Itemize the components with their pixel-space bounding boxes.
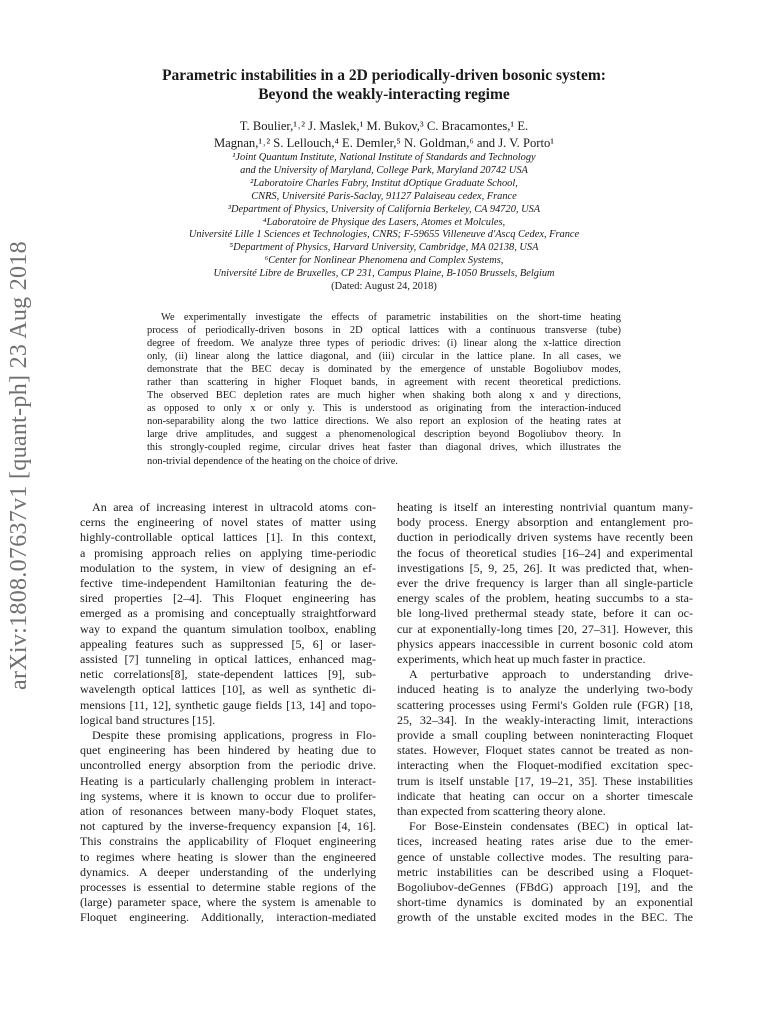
body-line: a promising approach relies on applying time-periodic [80, 545, 376, 560]
title-line: Parametric instabilities in a 2D periodically-driven bosonic system: [162, 67, 606, 84]
author-line: Magnan,¹˒² S. Lellouch,⁴ E. Demler,⁵ N. Goldman,⁶ and J. V. Porto¹ [213, 136, 555, 150]
body-line: ing systems, where it is known to occur due to prolifer- [80, 788, 376, 803]
abstract-line: as opposed to only x or only y. This is understood as originating from the interaction-induced [147, 403, 621, 415]
abstract [147, 311, 621, 468]
body-line: ation of resonances between many-body Floquet states, [80, 804, 376, 819]
author-line: T. Boulier,¹˒² J. Maslek,¹ M. Bukov,³ C. Bracamontes,¹ E. [239, 119, 529, 133]
body-line: induced heating is to analyze the underlying two-body [397, 682, 693, 697]
affiliation-line: ³Department of Physics, University of California Berkeley, CA 94720, USA [227, 203, 541, 215]
body-line: tices, increased heating rates arise due to the emer- [397, 834, 693, 849]
body-line: trum is itself unstable [17, 19–21, 35]. These instabilities [397, 773, 693, 788]
body-line: emerged as a promising and conceptually straightforward [80, 606, 376, 621]
body-line: duction in periodically driven systems have recently been [397, 530, 693, 545]
body-line: cerns the engineering of novel states of matter using [80, 515, 376, 530]
body-line: sired properties [2–4]. This Floquet engineering has [80, 591, 376, 606]
abstract-line: process of periodically-driven bosons in 2D optical lattices with a continuous transverse (tube) [147, 325, 621, 337]
body-line: to regimes where heating is slower than the engineered [80, 849, 376, 864]
body-line: gence of unstable collective modes. The resulting para- [397, 849, 693, 864]
body-line: cur at exponentially-long times [20, 27–31]. However, this [397, 621, 693, 636]
body-line: states. However, Floquet states cannot be treated as non- [397, 743, 693, 758]
affiliation-line: and the University of Maryland, College Park, Maryland 20742 USA [240, 164, 528, 176]
body-line: the focus of theoretical studies [16–24] and experimental [397, 545, 693, 560]
abstract-line: demonstrate that the BEC decay is dominated by the emergence of unstable Bogoliubov modes, [147, 364, 621, 376]
affiliation-line: Université Libre de Bruxelles, CP 231, Campus Plaine, B-1050 Brussels, Belgium [213, 268, 555, 280]
body-line: energy scales of the problem, heating succumbs to a sta- [397, 591, 693, 606]
body-line: not captured by the inverse-frequency expansion [4, 16]. [80, 819, 376, 834]
affiliation-line: CNRS, Université Paris-Saclay, 91127 Palaiseau cedex, France [251, 190, 517, 202]
abstract-line: large drive amplitudes, and suggest a phenomenological description beyond Bogoliubov theory. In [147, 429, 621, 441]
arxiv-identifier: arXiv:1808.07637v1 [quant-ph] 23 Aug 2018 [6, 241, 32, 690]
body-line: ble long-lived prethermal steady state, before it can oc- [397, 606, 693, 621]
body-line: metric instabilities can be described using a Floquet- [397, 864, 693, 879]
body-line: fective time-independent Hamiltonian featuring the de- [80, 576, 376, 591]
body-line: experiments, which heat up much faster in practice. [397, 652, 646, 667]
body-line: Heating is a particularly challenging problem in interact- [80, 773, 376, 788]
abstract-line: non-separability along the two lattice directions. We also report an explosion of the heating rates at [147, 416, 621, 428]
body-line: interacting when the Floquet-modified excitation spec- [397, 758, 693, 773]
abstract-line: rather than scattering in higher Floquet bands, in agreement with recent theoretical predictions. [147, 377, 621, 389]
abstract-line: non-trivial dependence of the heating on the choice of drive. [147, 455, 399, 467]
body-line: Bogoliubov-deGennes (FBdG) approach [19], and the [397, 880, 693, 895]
body-line: (large) parameter space, where the system is amenable to [80, 895, 376, 910]
body-line: highly-controllable optical lattices [1]. In this context, [80, 530, 376, 545]
body-line: netic correlations[8], state-dependent lattices [9], sub- [80, 667, 376, 682]
body-line: quet engineering has been hindered by heating due to [80, 743, 376, 758]
affiliations [80, 152, 688, 294]
affiliation-line: ⁶Center for Nonlinear Phenomena and Complex Systems, [264, 255, 504, 267]
body-line: indicate that heating can occur on a shorter timescale [397, 788, 693, 803]
body-line: Despite these promising applications, progress in Flo- [92, 728, 376, 743]
body-line: than expected from scattering theory alone. [397, 804, 606, 819]
abstract-line: We experimentally investigate the effects of parametric instabilities on the short-time heating [161, 312, 621, 323]
body-line: A perturbative approach to understanding drive- [409, 667, 693, 682]
author-list [100, 118, 668, 152]
body-line: growth of the unstable excited modes in the BEC. The [397, 910, 693, 925]
body-line: ever the drive frequency is larger than all single-particle [397, 576, 693, 591]
body-line: scattering processes using Fermi's Golden rule (FGR) [18, [397, 697, 693, 712]
title-line: Beyond the weakly-interacting regime [258, 86, 510, 103]
body-line: An area of increasing interest in ultracold atoms con- [92, 500, 376, 514]
body-line: body process. Energy absorption and entanglement pro- [397, 515, 693, 530]
body-line: assisted [7] tunneling in optical lattices, enhanced mag- [80, 652, 376, 667]
affiliation-line: Université Lille 1 Sciences et Technologies, CNRS; F-59655 Villeneuve d'Ascq Cedex, France [188, 229, 580, 241]
body-line: heating is itself an interesting nontrivial quantum many- [397, 500, 693, 514]
body-line: investigations [5, 9, 25, 26]. It was predicted that, when- [397, 560, 693, 575]
body-line: logical band structures [15]. [80, 712, 216, 727]
affiliation-line: ⁵Department of Physics, Harvard University, Cambridge, MA 02138, USA [229, 242, 539, 254]
body-line: processes is essential to determine stable regions of the [80, 880, 376, 895]
body-line: modulation to the system, in view of designing an ef- [80, 560, 376, 575]
body-line: physics appears inaccessible in current bosonic cold atom [397, 636, 693, 651]
body-line: way to expand the quantum simulation toolbox, enabling [80, 621, 376, 636]
body-line: For Bose-Einstein condensates (BEC) in optical lat- [409, 819, 693, 834]
body-line: short-time dynamics is dominated by an exponential [397, 895, 693, 910]
body-column-left [80, 500, 376, 926]
body-line: dynamics. A deeper understanding of the underlying [80, 864, 376, 879]
affiliation-line: ⁴Laboratoire de Physique des Lasers, Atomes et Molcules, [262, 216, 506, 228]
body-line: Floquet engineering. Additionally, interaction-mediated [80, 910, 376, 925]
body-line: wavelength optical lattices [10], as well as synthetic di- [80, 682, 376, 697]
affiliation-line: ²Laboratoire Charles Fabry, Institut dOptique Graduate School, [250, 177, 518, 189]
body-line: 25, 32–34]. In the weakly-interacting limit, interactions [397, 712, 693, 727]
body-line: appealing features such as suppressed [5, 6] or laser- [80, 636, 376, 651]
abstract-line: degree of freedom. We analyze three types of periodic drives: (i) linear along the x-lattice direction [147, 338, 621, 350]
paper-title [100, 66, 668, 104]
abstract-line: this strongly-coupled regime, circular drives heat faster than diagonal drives, which illustrates the [147, 442, 621, 454]
body-line: This constrains the applicability of Floquet engineering [80, 834, 376, 849]
body-line: mensions [11, 12], synthetic gauge fields [13, 14] and topo- [80, 697, 376, 712]
abstract-line: only, (ii) linear along the lattice diagonal, and (iii) circular in the lattice plane. In all cases, we [147, 351, 621, 363]
affiliation-line: ¹Joint Quantum Institute, National Institute of Standards and Technology [232, 152, 536, 163]
body-line: provide a small coupling between noninteracting Floquet [397, 728, 693, 743]
abstract-line: The observed BEC depletion rates are much higher when shaking both along x and y directions, [147, 390, 621, 402]
body-line: uncontrolled energy absorption from the periodic drive. [80, 758, 376, 773]
body-column-right [397, 500, 693, 926]
dated-line: (Dated: August 24, 2018) [331, 281, 437, 293]
